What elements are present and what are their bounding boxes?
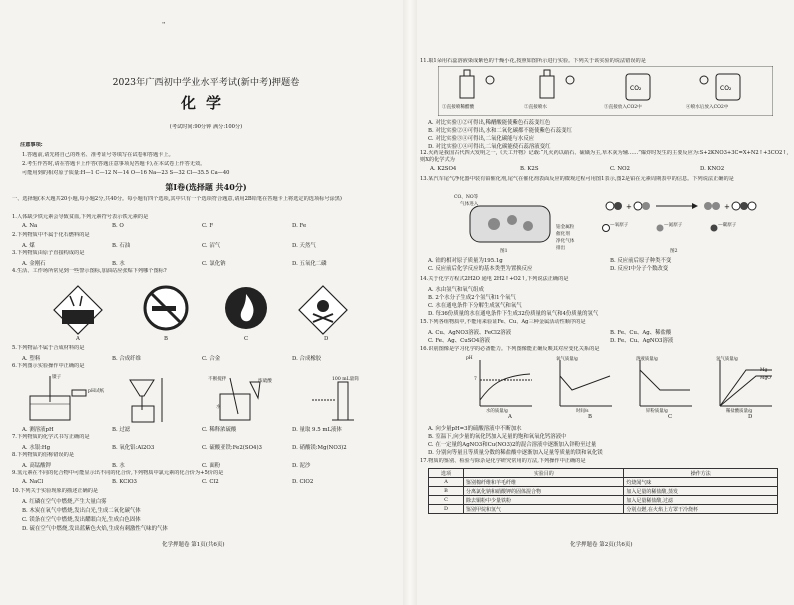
q16-graph-label-zinc: 锌粉质量/g	[646, 409, 668, 414]
question-13: 13.某汽车尾气净化器中装有铂催化剂,尾气在催化剂表面反应的微观过程可用图1表示,图2是铂在元素周期表中的信息。下列说法正确的是	[420, 176, 734, 182]
q11-caption-1: ①直接喷稀醋酸	[442, 105, 475, 110]
q13-legend-oxygen: —氧原子	[610, 223, 629, 228]
q16-desc-d: D. 分别向等量且等质量分数的稀盐酸中逐渐加入足量等质量的镁和氧化镁	[428, 450, 603, 456]
table-row	[429, 487, 778, 496]
ph-test-icon	[30, 376, 86, 420]
toxic-sign-icon	[299, 286, 347, 334]
q7-opt-d: D. 硝酸镁:Mg(NO3)2	[292, 445, 347, 451]
spray-bottle-icon	[460, 70, 494, 98]
svg-text:CO₂: CO₂	[720, 85, 732, 92]
q16-opt-a: A	[508, 414, 512, 420]
q11-caption-2: ②直接喷水	[524, 105, 547, 110]
q11-opt-b: B. 对比实验②④可得出,水和二氧化碳都不能使紫色石蕊变红	[428, 128, 572, 134]
q9-opt-a: A. NaCl	[22, 479, 44, 485]
q16-graph-label-time: 时间/s	[576, 409, 589, 414]
q13-label-enter: 气体进入	[460, 202, 479, 207]
q12-opt-d: D. KNO2	[700, 166, 725, 172]
subject-title: 化学	[180, 94, 231, 112]
q3-opt-a: A. 金刚石	[22, 261, 46, 267]
q16-desc-a: A. 向少量pH=3的硫酸溶液中不断加水	[428, 426, 522, 432]
q2-opt-a: A. 煤	[22, 243, 35, 249]
q16-graph-label-water: 水的质量/g	[486, 409, 508, 414]
q3-opt-b: B. 水	[112, 261, 125, 267]
question-4: 4.生活、工作场所常见到一些警示图标,加油站应张贴下列哪个图标?	[12, 268, 167, 274]
q16-graph-label-acid: 稀盐酸质量/g	[726, 409, 753, 414]
q16-opt-b: B	[588, 414, 592, 420]
table-cell: 分离氯化钠和硝酸钾的固体混合物	[464, 487, 624, 496]
table-header-row	[429, 469, 778, 478]
q11-opt-a: A. 对比实验①②可得出,稀醋酸能使紫色石蕊变红色	[428, 120, 551, 126]
question-8: 8.下列物质的俗称错误的是	[12, 452, 75, 458]
no-smoking-icon	[145, 287, 187, 329]
q16-graph-label-7: 7	[474, 377, 477, 382]
table-row	[429, 478, 778, 487]
q16-opt-c: C	[668, 414, 673, 420]
graph-c	[640, 360, 692, 406]
q13-label-platinum: 铂金属粒	[556, 225, 575, 230]
q16-opt-d: D	[748, 414, 753, 420]
q6-label-tweezers: 镊子	[52, 375, 62, 380]
left-page	[12, 0, 400, 605]
svg-text:+: +	[724, 203, 730, 211]
right-page	[420, 0, 790, 605]
section1-heading: 第Ⅰ卷(选择题 共40分)	[165, 182, 247, 192]
q12-opt-c: C. NO2	[610, 166, 630, 172]
q14-opt-d: D. 每36份质量的水在通电条件下生成32份质量的氧气和4份质量的氢气	[428, 311, 599, 317]
q13-opt-a: A. 铂的相对原子质量为195.1g	[428, 258, 503, 264]
table-cell: 鉴别甲烷和氢气	[464, 505, 624, 514]
q1-opt-d: D. Fe	[292, 223, 307, 229]
q13-label-catalyst: 催化剂	[556, 232, 570, 237]
q12-opt-b: B. K2S	[520, 166, 539, 172]
q13-label-exhaust: 排出	[556, 246, 566, 251]
q11-opt-d: D. 对比实验①④可得出,二氧化碳能使石蕊溶液变红	[428, 144, 551, 150]
q5-opt-a: A. 塑料	[22, 356, 41, 362]
q14-opt-a: A. 水由氢气和氧气组成	[428, 287, 484, 293]
note-line: 2.考生作答时,请在答题卡上作答(答题注意事项见答题卡),在本试卷上作答无效。	[22, 161, 206, 167]
q16-desc-b: B. 室温下,向少量的氧化钙加入足量的饱和氧氧化钙溶液中	[428, 434, 567, 440]
question-17: 17.物质的鉴别、检验与除杂是化学研究常用的方法,下列操作中正确的是	[420, 458, 586, 464]
graph-a	[480, 360, 532, 406]
svg-text:CO₂: CO₂	[630, 85, 642, 92]
table-cell: 加入足量的稀盐酸,蒸发	[624, 487, 778, 496]
q7-opt-a: A. 水银:Hg	[22, 445, 51, 451]
q10-opt-b: B. 木炭在氧气中燃烧,发出白光,生成二氧化碳气体	[22, 508, 141, 514]
table-cell: C	[429, 496, 464, 505]
exam-meta: (考试时间:90分钟 满分:100分)	[169, 124, 243, 130]
question-10: 10.下列关于实验现象的描述正确的是	[12, 488, 99, 494]
q2-opt-c: C. 沼气	[202, 243, 221, 249]
q16-graph-label-mg: Mg	[760, 368, 768, 373]
table-header: 选项	[429, 469, 464, 478]
svg-text:+: +	[626, 203, 632, 211]
q14-opt-c: C. 水在通电条件下分解生成氢气和氧气	[428, 303, 522, 309]
q16-graph-label-solution: 溶液质量/g	[636, 357, 658, 362]
question-7: 7.下列物质的化学式书写正确的是	[12, 434, 90, 440]
co2-jar-icon	[626, 74, 650, 100]
spray-bottle-icon	[540, 70, 574, 98]
q4-warning-signs	[52, 284, 352, 336]
table-row	[429, 505, 778, 514]
q3-opt-c: C. 氯化钠	[202, 261, 226, 267]
corrosive-sign-icon	[54, 286, 102, 334]
q11-caption-4: ④喷水后放入CO2中	[686, 105, 729, 110]
q15-opt-b: B. Fe、Cu、Ag、稀盐酸	[610, 330, 672, 336]
q16-graph-label-hydrogen: 氢气质量/g	[716, 357, 738, 362]
table-cell: A	[429, 478, 464, 487]
graph-d	[720, 360, 772, 406]
q3-opt-d: D. 五氧化二磷	[292, 261, 327, 267]
q6-label-acid: 浓硫酸	[258, 379, 272, 384]
q13-legend-nitrogen: —氮原子	[664, 223, 683, 228]
q8-opt-d: D. 泥沙	[292, 463, 311, 469]
question-12: 12.火药是我国古代四大发明之一,《天工开物》记载:“凡火药以硝石、硫磺为主,草木灰为辅……”爆炸时发生的主要反应为:S+2KNO3+3C=X+N2↑+3CO2↑,则X的化学式为	[420, 150, 789, 164]
question-3: 3.下列物质由原子直接构成的是	[12, 250, 85, 256]
question-5: 5.下列物品不属于合成材料的是	[12, 345, 85, 351]
q16-graphs	[470, 356, 780, 412]
q6-opt-c: C. 稀释浓硫酸	[202, 427, 237, 433]
reaction-molecules	[606, 202, 756, 211]
table-cell: D	[429, 505, 464, 514]
q13-opt-d: D. 反应Ⅰ中分子个数改变	[610, 266, 669, 272]
question-6: 6.下列图示实验操作中正确的是	[12, 363, 85, 369]
note-line: 可能用到的相对原子质量:H—1 C—12 N—14 O—16 Na—23 S—32 Cl—35.5 Ca—40	[22, 170, 230, 176]
q1-opt-b: B. O	[112, 223, 124, 229]
table-row	[429, 496, 778, 505]
q8-opt-a: A. 高锰酸钾	[22, 463, 51, 469]
q12-opt-a: A. K2SO4	[430, 166, 457, 172]
q6-opt-b: B. 过滤	[112, 427, 131, 433]
table-cell: 分别点燃,在火焰上方罩干冷烧杯	[624, 505, 778, 514]
graph-b	[560, 360, 612, 406]
q4-opt-b: B	[164, 336, 168, 342]
question-11: 11.取1朵用石蕊溶液染成紫色的干燥小花,按照如图所示进行实验。下列关于该实验的说法错误的是	[420, 58, 646, 64]
q13-label-clean: 净化气体	[556, 239, 575, 244]
footer-right: 化学押题卷 第2页(共6页)	[570, 542, 633, 548]
q2-opt-b: B. 石油	[112, 243, 131, 249]
flammable-icon	[225, 287, 267, 329]
q10-opt-a: A. 红磷在空气中燃烧,产生大量白雾	[22, 499, 107, 505]
q6-opt-d: D. 量取 9.5 mL液体	[292, 427, 342, 433]
footer-left: 化学押题卷 第1页(共6页)	[162, 542, 225, 548]
q5-opt-b: B. 合成纤维	[112, 356, 141, 362]
q9-opt-d: D. ClO2	[292, 479, 314, 485]
exam-title: 2023年广西初中学业水平考试(新中考)押题卷	[112, 77, 300, 88]
q14-opt-b: B. 2个水分子生成2个氢气和1个氧气	[428, 295, 516, 301]
q11-opt-c: C. 对比实验③④可得出,二氧化碳能与水反应	[428, 136, 535, 142]
page-fold	[403, 0, 417, 605]
q13-opt-b: B. 反应前后原子种类不变	[610, 258, 672, 264]
q6-label-ph-paper: pH试纸	[88, 389, 105, 394]
corner-mark: "	[162, 22, 166, 29]
table-cell: B	[429, 487, 464, 496]
catalytic-converter-icon	[470, 206, 550, 242]
q13-label-fig2: 图2	[670, 249, 678, 254]
q6-label-stir: 不断搅拌	[208, 377, 227, 382]
table-cell: 灼烧闻气味	[624, 478, 778, 487]
table-cell: 鉴别棉纤维和羊毛纤维	[464, 478, 624, 487]
q6-opt-a: A. 测溶液pH	[22, 427, 54, 433]
q9-opt-b: B. KClO3	[112, 479, 137, 485]
note-line: 1.答题前,请先将自己的姓名、准考证号等填写在试卷和答题卡上。	[22, 152, 174, 158]
q16-graph-label-oxygen: 氧气质量/g	[556, 357, 578, 362]
q5-opt-c: C. 合金	[202, 356, 221, 362]
q15-opt-a: A. Cu、AgNO3溶液、FeCl2溶液	[428, 330, 512, 336]
question-14: 14.关于化学方程式2H2O 通电 2H2↑+O2↑,下列说法正确的是	[420, 276, 569, 282]
filtration-icon	[130, 378, 162, 422]
q13-opt-c: C. 反应前后化学反应的基本类型为置换反应	[428, 266, 533, 272]
q15-opt-c: C. Fe、Ag、CuSO4溶液	[428, 338, 491, 344]
q7-opt-b: B. 氧化铝:Al2O3	[112, 445, 155, 451]
question-16: 16.识别图像是学习化学的必备能力。下列图像能正确反映其对应变化关系的是	[420, 346, 600, 352]
notes-title: 注意事项:	[20, 142, 43, 148]
table-cell: 加入足量稀盐酸,过滤	[624, 496, 778, 505]
q15-opt-d: D. Fe、Cu、AgNO3溶液	[610, 338, 674, 344]
question-9: 9.氢元素在不同的化合物中可能显示出不同的化合价,下列物质中氯元素的化合价为+5价的是	[12, 470, 224, 476]
q13-legend-carbon: —碳原子	[718, 223, 737, 228]
q1-opt-a: A. Na	[22, 223, 38, 229]
q16-graph-label-mgo: MgO	[760, 376, 771, 381]
measuring-cylinder-icon	[312, 382, 354, 420]
dilution-icon	[220, 378, 260, 420]
q16-desc-c: C. 在一定量的AgNO3和Cu(NO3)2的混合溶液中逐渐加入锌粉至过量	[428, 442, 597, 448]
q10-opt-c: C. 镁条在空气中燃烧,发出耀眼白光,生成白色固体	[22, 517, 141, 523]
q17-table	[428, 468, 778, 514]
table-cell: 除去铜粉中少量铁粉	[464, 496, 624, 505]
question-2: 2.下列物质中不属于化石燃料的是	[12, 232, 90, 238]
q16-graph-label-ph: pH	[466, 356, 473, 361]
question-1: 1.人体缺少铁元素会导致贫血,下列元素符号表示铁元素的是	[12, 214, 149, 220]
section1-intro: 一、选择题(本大题共20小题,每小题2分,共40分。每小题有四个选项,其中只有一个选项符合题意,请用2B铅笔在答题卡上将选定的选项标号涂黑)	[12, 196, 342, 202]
q11-caption-3: ③直接放入CO2中	[604, 105, 642, 110]
q6-label-cylinder: 100 mL量筒	[332, 377, 359, 382]
q10-opt-d: D. 硫在空气中燃烧,发出蓝紫色火焰,生成有刺激性气味的气体	[22, 526, 168, 532]
table-header: 实验目的	[464, 469, 624, 478]
question-15: 15.下列各组物质中,不能用来验证Fe、Cu、Ag三种金属活动性顺序的是	[420, 319, 586, 325]
q8-opt-b: B. 水	[112, 463, 125, 469]
q4-opt-c: C	[244, 336, 249, 342]
q9-opt-c: C. Cl2	[202, 479, 219, 485]
q1-opt-c: C. F	[202, 223, 214, 229]
q7-opt-c: C. 硫酸亚铁:Fe2(SO4)3	[202, 445, 262, 451]
q13-label-gas: CO、NO等	[454, 195, 479, 200]
q2-opt-d: D. 天然气	[292, 243, 316, 249]
table-header: 操作方法	[624, 469, 778, 478]
q4-opt-d: D	[324, 336, 329, 342]
q8-opt-c: C. 面粉	[202, 463, 221, 469]
co2-jar-icon	[700, 74, 740, 100]
q5-opt-d: D. 合成橡胶	[292, 356, 322, 362]
q13-label-fig1: 图1	[500, 249, 508, 254]
q6-label-water: 水	[216, 405, 221, 410]
q4-opt-a: A	[76, 336, 80, 342]
